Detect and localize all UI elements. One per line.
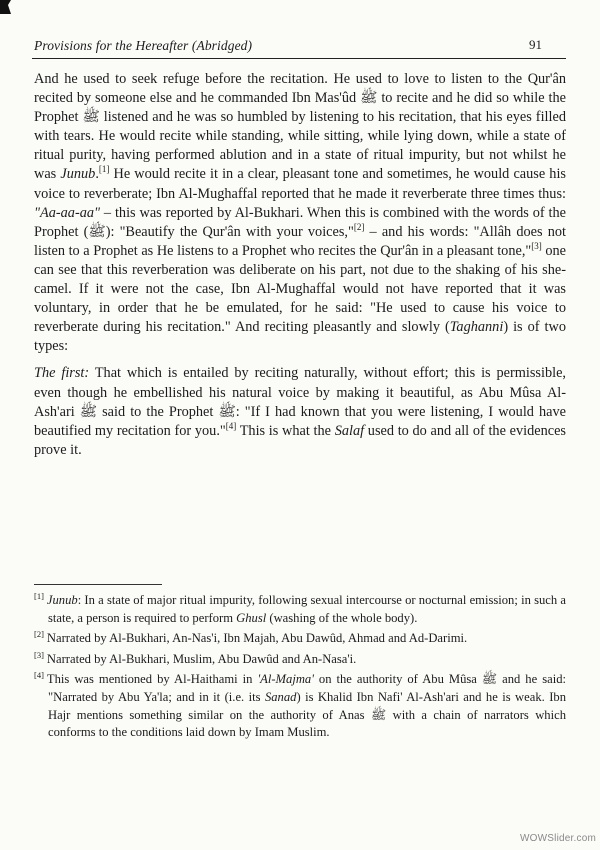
paragraph-1: And he used to seek refuge before the recitation. He used to love to listen to the Qur'ân recited by someone else and he commanded Ibn Mas'ûd ﷺ to recite and he did so while the Prophet ﷺ listened and he was so humbled by listening to his recitation, that his eyes filled with tears. He would recite while standing, while sitting, while lying down, while a state of ritual purity, having performed ablution and in a state of ritual impurity, but not whilst he was Junub.[1] He would recite it in a clear, pleasant tone and sometimes, he would cause his voice to reverberate; Ibn Al-Mughaffal reported that he made it reverberate three times thus: "Aa-aa-aa" – this was reported by Al-Bukhari. When this is combined with the words of the Prophet (ﷺ): "Beautify the Qur'ân with your voices,"[2] – and his words: "Allâh does not listen to a Prophet as He listens to a Prophet who recites the Qur'ân in a pleasant tone,"[3] one can see that this reverberation was deliberate on his part, not due to the shaking of his she-camel. If it were not the case, Ibn Al-Mughaffal would not have reported that it was voluntary, in order that he be emulated, for he said: "He used to cause his voice to reverberate during his recitation." And reciting pleasantly and slowly (Taghanni) is of two types: [34,71,566,355]
main-text [34,70,566,460]
paragraph-2: The first: That which is entailed by reciting naturally, without effort; this is permissible, even though he embellished his natural voice by making it beautiful, as Abu Mûsa Al-Ash'ari ﷺ said to the Prophet ﷺ: "If I had known that you were listening, I would have beautified my recitation for you."[4] This is what the Salaf used to do and all of the evidences prove it. [34,365,567,458]
footnote-ref-1: [1] [98,164,110,175]
honorific-glyph: ﷺ [360,90,378,107]
footnote-ref-3: [3] [531,241,542,252]
honorific-glyph: ﷺ [218,403,236,420]
footnote-4: [4] This was mentioned by Al-Haithami in 'Al-Majma' on the authority of Abu Mûsa ﷺ and he said: "Narrated by Abu Ya'la; and in it (i.e. its Sanad) is Khalid Ibn Nafi' Al-Ash'ari and he is weak. Ibn Hajr mentions something similar on the authority of Anas ﷺ with a chain of narrators which conforms to the conditions laid down by Imam Muslim. [34,670,566,740]
header-divider [32,58,566,59]
watermark: WOWSlider.com [520,833,596,844]
footnote-1: [1] Junub: In a state of major ritual impurity, following sexual intercourse or nocturnal emission; in such a state, a person is required to perform Ghusl (washing of the whole body). [34,590,566,625]
honorific-glyph: ﷺ [370,707,387,722]
footnote-divider [34,584,162,585]
honorific-glyph: ﷺ [82,109,100,126]
page-number: 91 [529,37,542,52]
footnote-ref-4: [4] [225,420,237,431]
footnotes [34,592,566,745]
footnote-ref-2: [2] [353,221,365,232]
honorific-glyph: ﷺ [79,403,98,420]
page-edge-mark [0,0,11,14]
paragraph-lead: The first: [34,365,90,382]
honorific-glyph: ﷺ [481,672,498,687]
footnote-3: [3] Narrated by Al-Bukhari, Muslim, Abu Dawûd and An-Nasa'i. [34,649,357,666]
honorific-glyph: ﷺ [88,223,106,240]
running-header-title: Provisions for the Hereafter (Abridged) [34,38,253,53]
footnote-2: [2] Narrated by Al-Bukhari, An-Nas'i, Ibn Majah, Abu Dawûd, Ahmad and Ad-Darimi. [34,629,468,646]
